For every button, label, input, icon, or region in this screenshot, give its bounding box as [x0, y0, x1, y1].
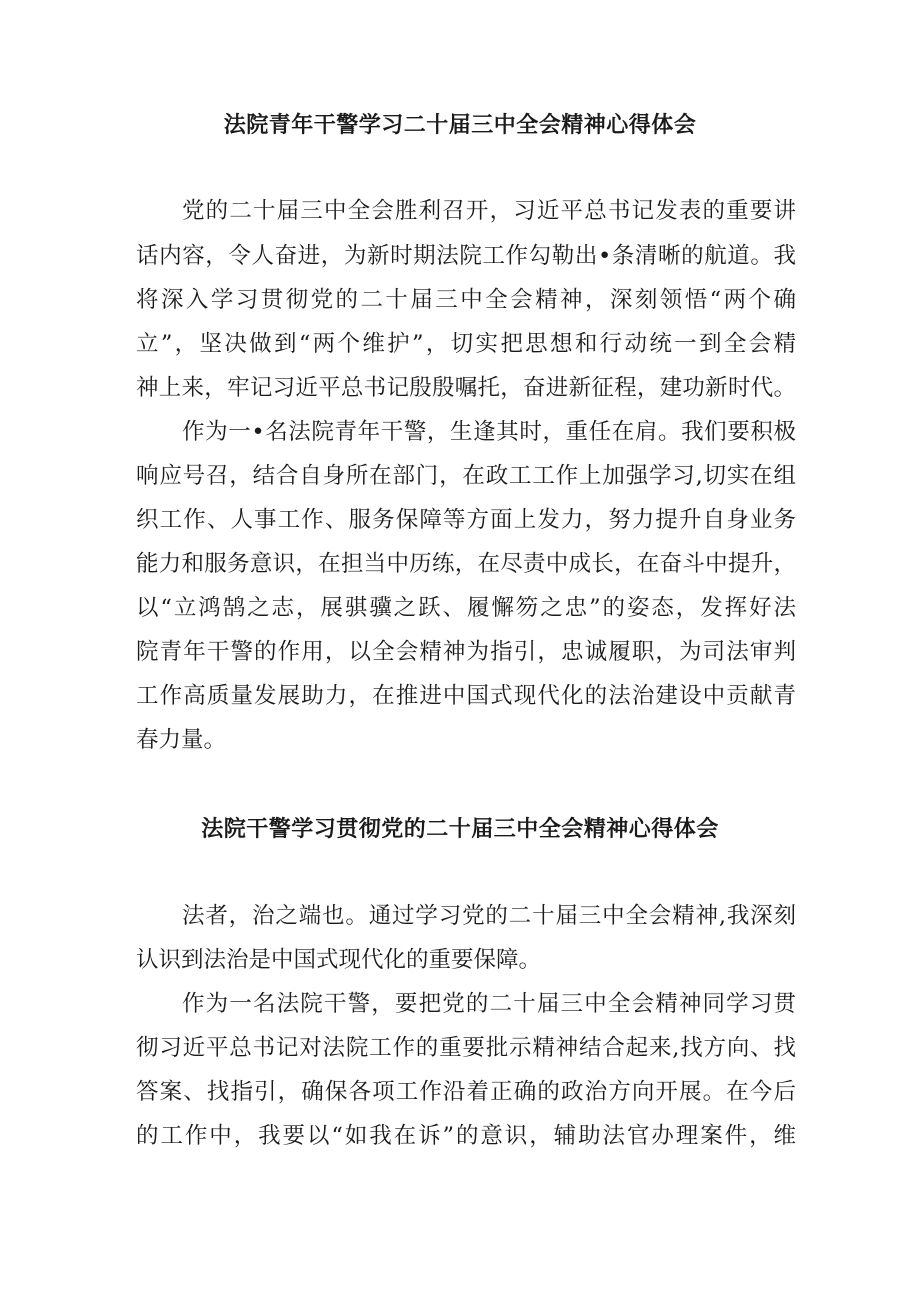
section-1-line: 作为一•名法院青年干警，生逢其时，重任在肩。我们要积极 [182, 419, 796, 445]
section-1-line: 党的二十届三中全会胜利召开，习近平总书记发表的重要讲 [182, 198, 796, 224]
section-1-line: 春力量。 [136, 727, 227, 753]
section-1-line: 将深入学习贯彻党的二十届三中全会精神，深刻领悟“两个确 [136, 287, 796, 313]
section-2-line: 彻习近平总书记对法院工作的重要批示精神结合起来,找方向、找 [136, 1035, 796, 1061]
section-1-title: 法院青年干警学习二十届三中全会精神心得体会 [223, 113, 697, 138]
section-2-line: 法者，治之端也。通过学习党的二十届三中全会精神,我深刻 [182, 903, 796, 929]
section-1-line: 立”，坚决做到“两个维护”，切实把思想和行动统一到全会精 [136, 331, 796, 357]
section-1-line: 织工作、人事工作、服务保障等方面上发力，努力提升自身业务 [136, 507, 796, 533]
section-2-line: 作为一名法院干警，要把党的二十届三中全会精神同学习贯 [182, 991, 796, 1017]
section-1-line: 工作高质量发展助力，在推进中国式现代化的法治建设中贡献青 [136, 683, 796, 709]
section-1-line: 响应号召，结合自身所在部门，在政工工作上加强学习,切实在组 [136, 463, 796, 489]
section-1-line: 以“立鸿鹄之志，展骐骥之跃、履懈笏之忠”的姿态，发挥好法 [136, 595, 796, 621]
section-2-line: 答案、找指引，确保各项工作沿着正确的政治方向开展。在今后 [136, 1079, 796, 1105]
section-1-line: 能力和服务意识，在担当中历练，在尽责中成长，在奋斗中提升， [136, 551, 796, 577]
section-2-title: 法院干警学习贯彻党的二十届三中全会精神心得体会 [201, 817, 719, 842]
section-1-line: 话内容，令人奋进，为新时期法院工作勾勒出•条清晰的航道。我 [136, 243, 796, 269]
section-2-line: 认识到法治是中国式现代化的重要保障。 [136, 947, 542, 973]
section-1-line: 院青年干警的作用，以全会精神为指引，忠诚履职，为司法审判 [136, 639, 796, 665]
section-1-line: 神上来，牢记习近平总书记殷殷嘱托，奋进新征程，建功新时代。 [136, 375, 796, 401]
section-2-line: 的工作中，我要以“如我在诉”的意识，辅助法官办理案件，维 [136, 1123, 796, 1149]
